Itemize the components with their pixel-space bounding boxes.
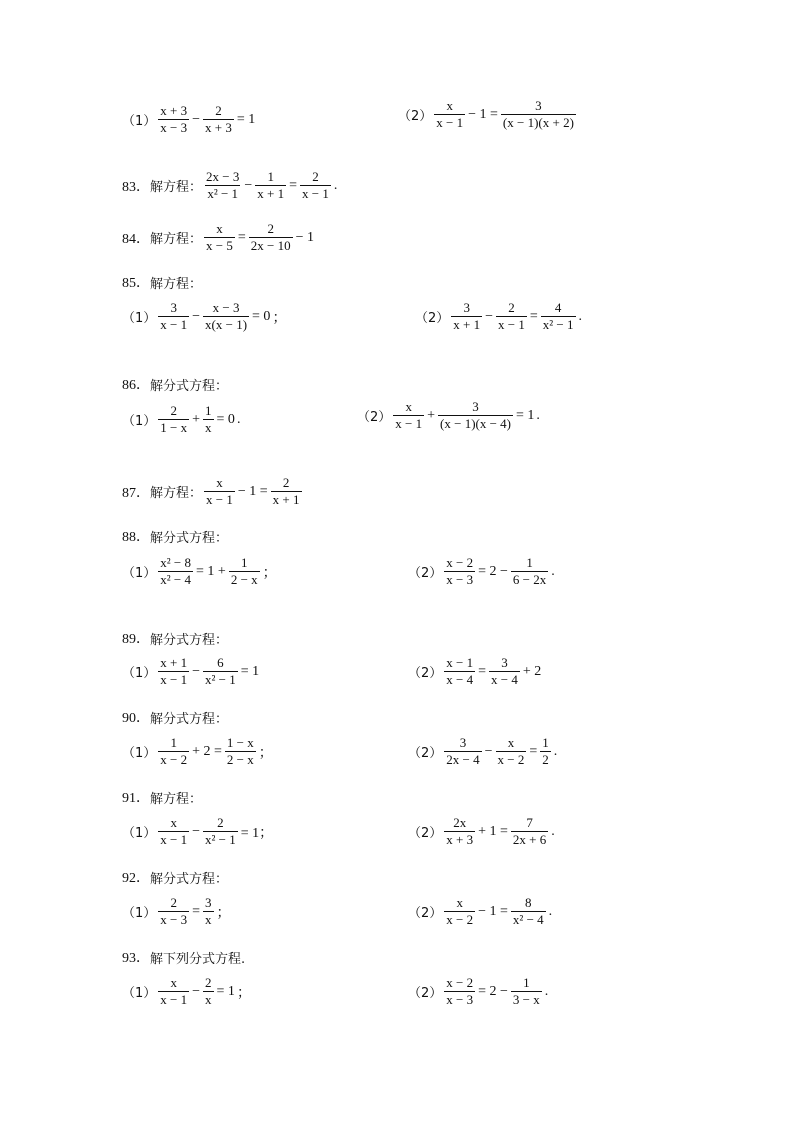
part-label: （2） xyxy=(408,826,443,841)
fraction: $\frac{6}{\text{x² − 1}}$ xyxy=(205,655,236,687)
problem-number: 90． xyxy=(122,711,150,726)
problem-instruction: 解分式方程： xyxy=(150,871,229,887)
fraction: $\frac{3}{x + 1}$ xyxy=(453,300,481,332)
part-label: （2） xyxy=(357,410,392,425)
fraction: $\frac{x}{x - 1}$ xyxy=(206,475,233,507)
fraction: $\frac{8}{\text{x² − 4}}$ xyxy=(512,895,544,927)
fraction: $\frac{x - 2}{x - 3}$ xyxy=(446,555,474,587)
problem-85-heading xyxy=(122,272,202,292)
fraction: $\frac{2}{\text{x² − 1}}$ xyxy=(205,815,236,847)
problem-instruction: 解分式方程： xyxy=(150,530,229,546)
part-label: （2） xyxy=(408,986,443,1001)
part-label: （2） xyxy=(415,311,450,326)
part-label: （1） xyxy=(122,114,157,129)
problem-instruction: 解方程： xyxy=(150,276,203,292)
fraction: $\frac{2}{x + 3}$ xyxy=(205,103,232,135)
fraction: $\frac{\text{x² − 8}}{\text{x² − 4}}$ xyxy=(160,555,192,587)
fraction: $\frac{1}{2}$ xyxy=(542,735,549,767)
fraction: $\frac{1}{x + 1}$ xyxy=(257,169,285,201)
problem-93-part-1: （1） $\frac{x}{x - 1}$ − $\frac{2}{x}$ = 1 ； xyxy=(122,975,251,1007)
problem-88-part-1: （1） $\frac{\text{x² − 8}}{\text{x² − 4}}$ = 1 + $\frac{1}{2 - x}$ ； xyxy=(122,555,277,587)
problem-number: 84． xyxy=(122,231,150,247)
fraction: $\frac{1}{3 - x}$ xyxy=(512,975,540,1007)
problem-91-part-1: （1） $\frac{x}{x - 1}$ − $\frac{2}{\text{x² − 1}}$ = 1； xyxy=(122,815,274,847)
fraction: $\frac{x}{x - 5}$ xyxy=(206,221,233,253)
problem-92-heading xyxy=(122,867,228,887)
problem-instruction: 解分式方程： xyxy=(150,632,229,648)
fraction: $\frac{7}{2x + 6}$ xyxy=(512,815,547,847)
part-label: （2） xyxy=(408,566,443,581)
problem-91-heading xyxy=(122,787,202,807)
fraction: $\frac{3}{2x - 4}$ xyxy=(446,735,480,767)
fraction: $\frac{2}{2x - 10}$ xyxy=(250,221,291,253)
problem-88-heading xyxy=(122,526,228,546)
fraction: $\frac{2}{x - 1}$ xyxy=(302,169,329,201)
fraction: $\frac{2}{x - 1}$ xyxy=(498,300,525,332)
fraction: $\frac{1}{x}$ xyxy=(205,403,212,435)
problem-86-heading xyxy=(122,374,228,394)
problem-instruction: 解方程： xyxy=(150,180,203,195)
fraction: $\frac{3}{x - 1}$ xyxy=(160,300,188,332)
fraction: $\frac{3}{x}$ xyxy=(205,895,212,927)
problem-number: 92． xyxy=(122,871,150,886)
problem-82-part-2: （2） $\frac{x}{x - 1}$ − 1 = $\frac{3}{(x - 1)(x + 2)}$ xyxy=(398,98,574,130)
fraction: $\frac{1}{2 - x}$ xyxy=(230,555,258,587)
problem-number: 86． xyxy=(122,378,150,393)
fraction: $\frac{1}{6 - 2x}$ xyxy=(512,555,547,587)
fraction: $\frac{3}{(x - 1)(x - 4)}$ xyxy=(440,399,512,431)
problem-89-heading xyxy=(122,628,228,648)
part-label: （1） xyxy=(122,746,157,761)
fraction: $\frac{x + 1}{x - 1}$ xyxy=(160,655,188,687)
fraction: $\frac{x}{x - 2}$ xyxy=(497,735,525,767)
problem-84: 84． 解方程： $\frac{x}{x - 5}$ = $\frac{2}{2x - 10}$ − 1 xyxy=(122,221,315,253)
part-label: （1） xyxy=(122,311,157,326)
fraction: $\frac{x}{x - 1}$ xyxy=(395,399,423,431)
fraction: $\frac{x - 2}{x - 3}$ xyxy=(446,975,474,1007)
problem-86-part-2: （2） $\frac{x}{x - 1}$ + $\frac{3}{(x - 1)(x - 4)}$ = 1 . xyxy=(357,399,540,431)
problem-85-part-1: （1） $\frac{3}{x - 1}$ − $\frac{x - 3}{x(x - 1)}$ = 0 ； xyxy=(122,300,287,332)
problem-82-part-1: （1） $\frac{x + 3}{x - 3}$ − $\frac{2}{x + 3}$ = 1 xyxy=(122,103,256,135)
part-label: （1） xyxy=(122,906,157,921)
problem-number: 83． xyxy=(122,179,150,195)
problem-instruction: 解方程： xyxy=(150,232,203,247)
part-label: （2） xyxy=(408,746,443,761)
part-label: （1） xyxy=(122,566,157,581)
problem-instruction: 解方程： xyxy=(150,486,203,501)
fraction: $\frac{x}{x - 2}$ xyxy=(446,895,474,927)
part-label: （2） xyxy=(398,109,433,124)
problem-90-heading xyxy=(122,707,228,727)
problem-89-part-2: （2） $\frac{x - 1}{x - 4}$ = $\frac{3}{x - 4}$ + 2 xyxy=(408,655,542,687)
problem-92-part-1: （1） $\frac{2}{x - 3}$ = $\frac{3}{x}$ ； xyxy=(122,895,231,927)
part-label: （2） xyxy=(408,666,443,681)
fraction: $\frac{2}{1 - x}$ xyxy=(160,403,188,435)
problem-instruction: 解方程： xyxy=(150,791,203,807)
fraction: $\frac{1}{x - 2}$ xyxy=(160,735,188,767)
problem-90-part-1: （1） $\frac{1}{x - 2}$ + 2 = $\frac{1 - x}{2 - x}$ ； xyxy=(122,735,273,767)
problem-instruction: 解下列分式方程. xyxy=(150,951,246,967)
problem-number: 87． xyxy=(122,485,150,501)
part-label: （2） xyxy=(408,906,443,921)
fraction: $\frac{x - 3}{x(x - 1)}$ xyxy=(205,300,248,332)
part-label: （1） xyxy=(122,826,157,841)
fraction: $\frac{4}{\text{x² − 1}}$ xyxy=(542,300,574,332)
problem-number: 91． xyxy=(122,791,150,806)
problem-90-part-2: （2） $\frac{3}{2x - 4}$ − $\frac{x}{x - 2}$ = $\frac{1}{2}$ . xyxy=(408,735,558,767)
problem-instruction: 解分式方程： xyxy=(150,378,229,394)
problem-83: 83． 解方程： $\frac{2x - 3}{\text{x² − 1}}$ − $\frac{1}{x + 1}$ = $\frac{2}{x - 1}$ . xyxy=(122,169,338,201)
fraction: $\frac{x}{x - 1}$ xyxy=(160,975,188,1007)
problem-93-heading xyxy=(122,947,245,967)
fraction: $\frac{2}{x - 3}$ xyxy=(160,895,188,927)
fraction: $\frac{3}{(x - 1)(x + 2)}$ xyxy=(502,98,574,130)
fraction: $\frac{x + 3}{x - 3}$ xyxy=(160,103,188,135)
part-label: （1） xyxy=(122,986,157,1001)
fraction: $\frac{1 - x}{2 - x}$ xyxy=(226,735,254,767)
problem-number: 89． xyxy=(122,632,150,647)
fraction: $\frac{x - 1}{x - 4}$ xyxy=(446,655,474,687)
fraction: $\frac{2x - 3}{\text{x² − 1}}$ xyxy=(206,169,240,201)
fraction: $\frac{3}{x - 4}$ xyxy=(491,655,518,687)
fraction: $\frac{x}{x - 1}$ xyxy=(436,98,464,130)
part-label: （1） xyxy=(122,414,157,429)
problem-number: 88． xyxy=(122,530,150,545)
problem-87: 87． 解方程： $\frac{x}{x - 1}$ − 1 = $\frac{2}{x + 1}$ xyxy=(122,475,300,507)
problem-number: 85． xyxy=(122,276,150,291)
problem-instruction: 解分式方程： xyxy=(150,711,229,727)
fraction: $\frac{2}{x}$ xyxy=(205,975,212,1007)
problem-91-part-2: （2） $\frac{2x}{x + 3}$ + 1 = $\frac{7}{2x + 6}$ . xyxy=(408,815,555,847)
fraction: $\frac{2}{x + 1}$ xyxy=(272,475,300,507)
fraction: $\frac{2x}{x + 3}$ xyxy=(446,815,474,847)
problem-88-part-2: （2） $\frac{x - 2}{x - 3}$ = 2 − $\frac{1}{6 - 2x}$ . xyxy=(408,555,555,587)
problem-93-part-2: （2） $\frac{x - 2}{x - 3}$ = 2 − $\frac{1}{3 - x}$ . xyxy=(408,975,549,1007)
part-label: （1） xyxy=(122,666,157,681)
problem-number: 93． xyxy=(122,951,150,966)
fraction: $\frac{x}{x - 1}$ xyxy=(160,815,188,847)
problem-92-part-2: （2） $\frac{x}{x - 2}$ − 1 = $\frac{8}{\text{x² − 4}}$ . xyxy=(408,895,553,927)
problem-85-part-2: （2） $\frac{3}{x + 1}$ − $\frac{2}{x - 1}$ = $\frac{4}{\text{x² − 1}}$ . xyxy=(415,300,583,332)
problem-89-part-1: （1） $\frac{x + 1}{x - 1}$ − $\frac{6}{\text{x² − 1}}$ = 1 xyxy=(122,655,260,687)
problem-86-part-1: （1） $\frac{2}{1 - x}$ + $\frac{1}{x}$ = 0 . xyxy=(122,403,241,435)
